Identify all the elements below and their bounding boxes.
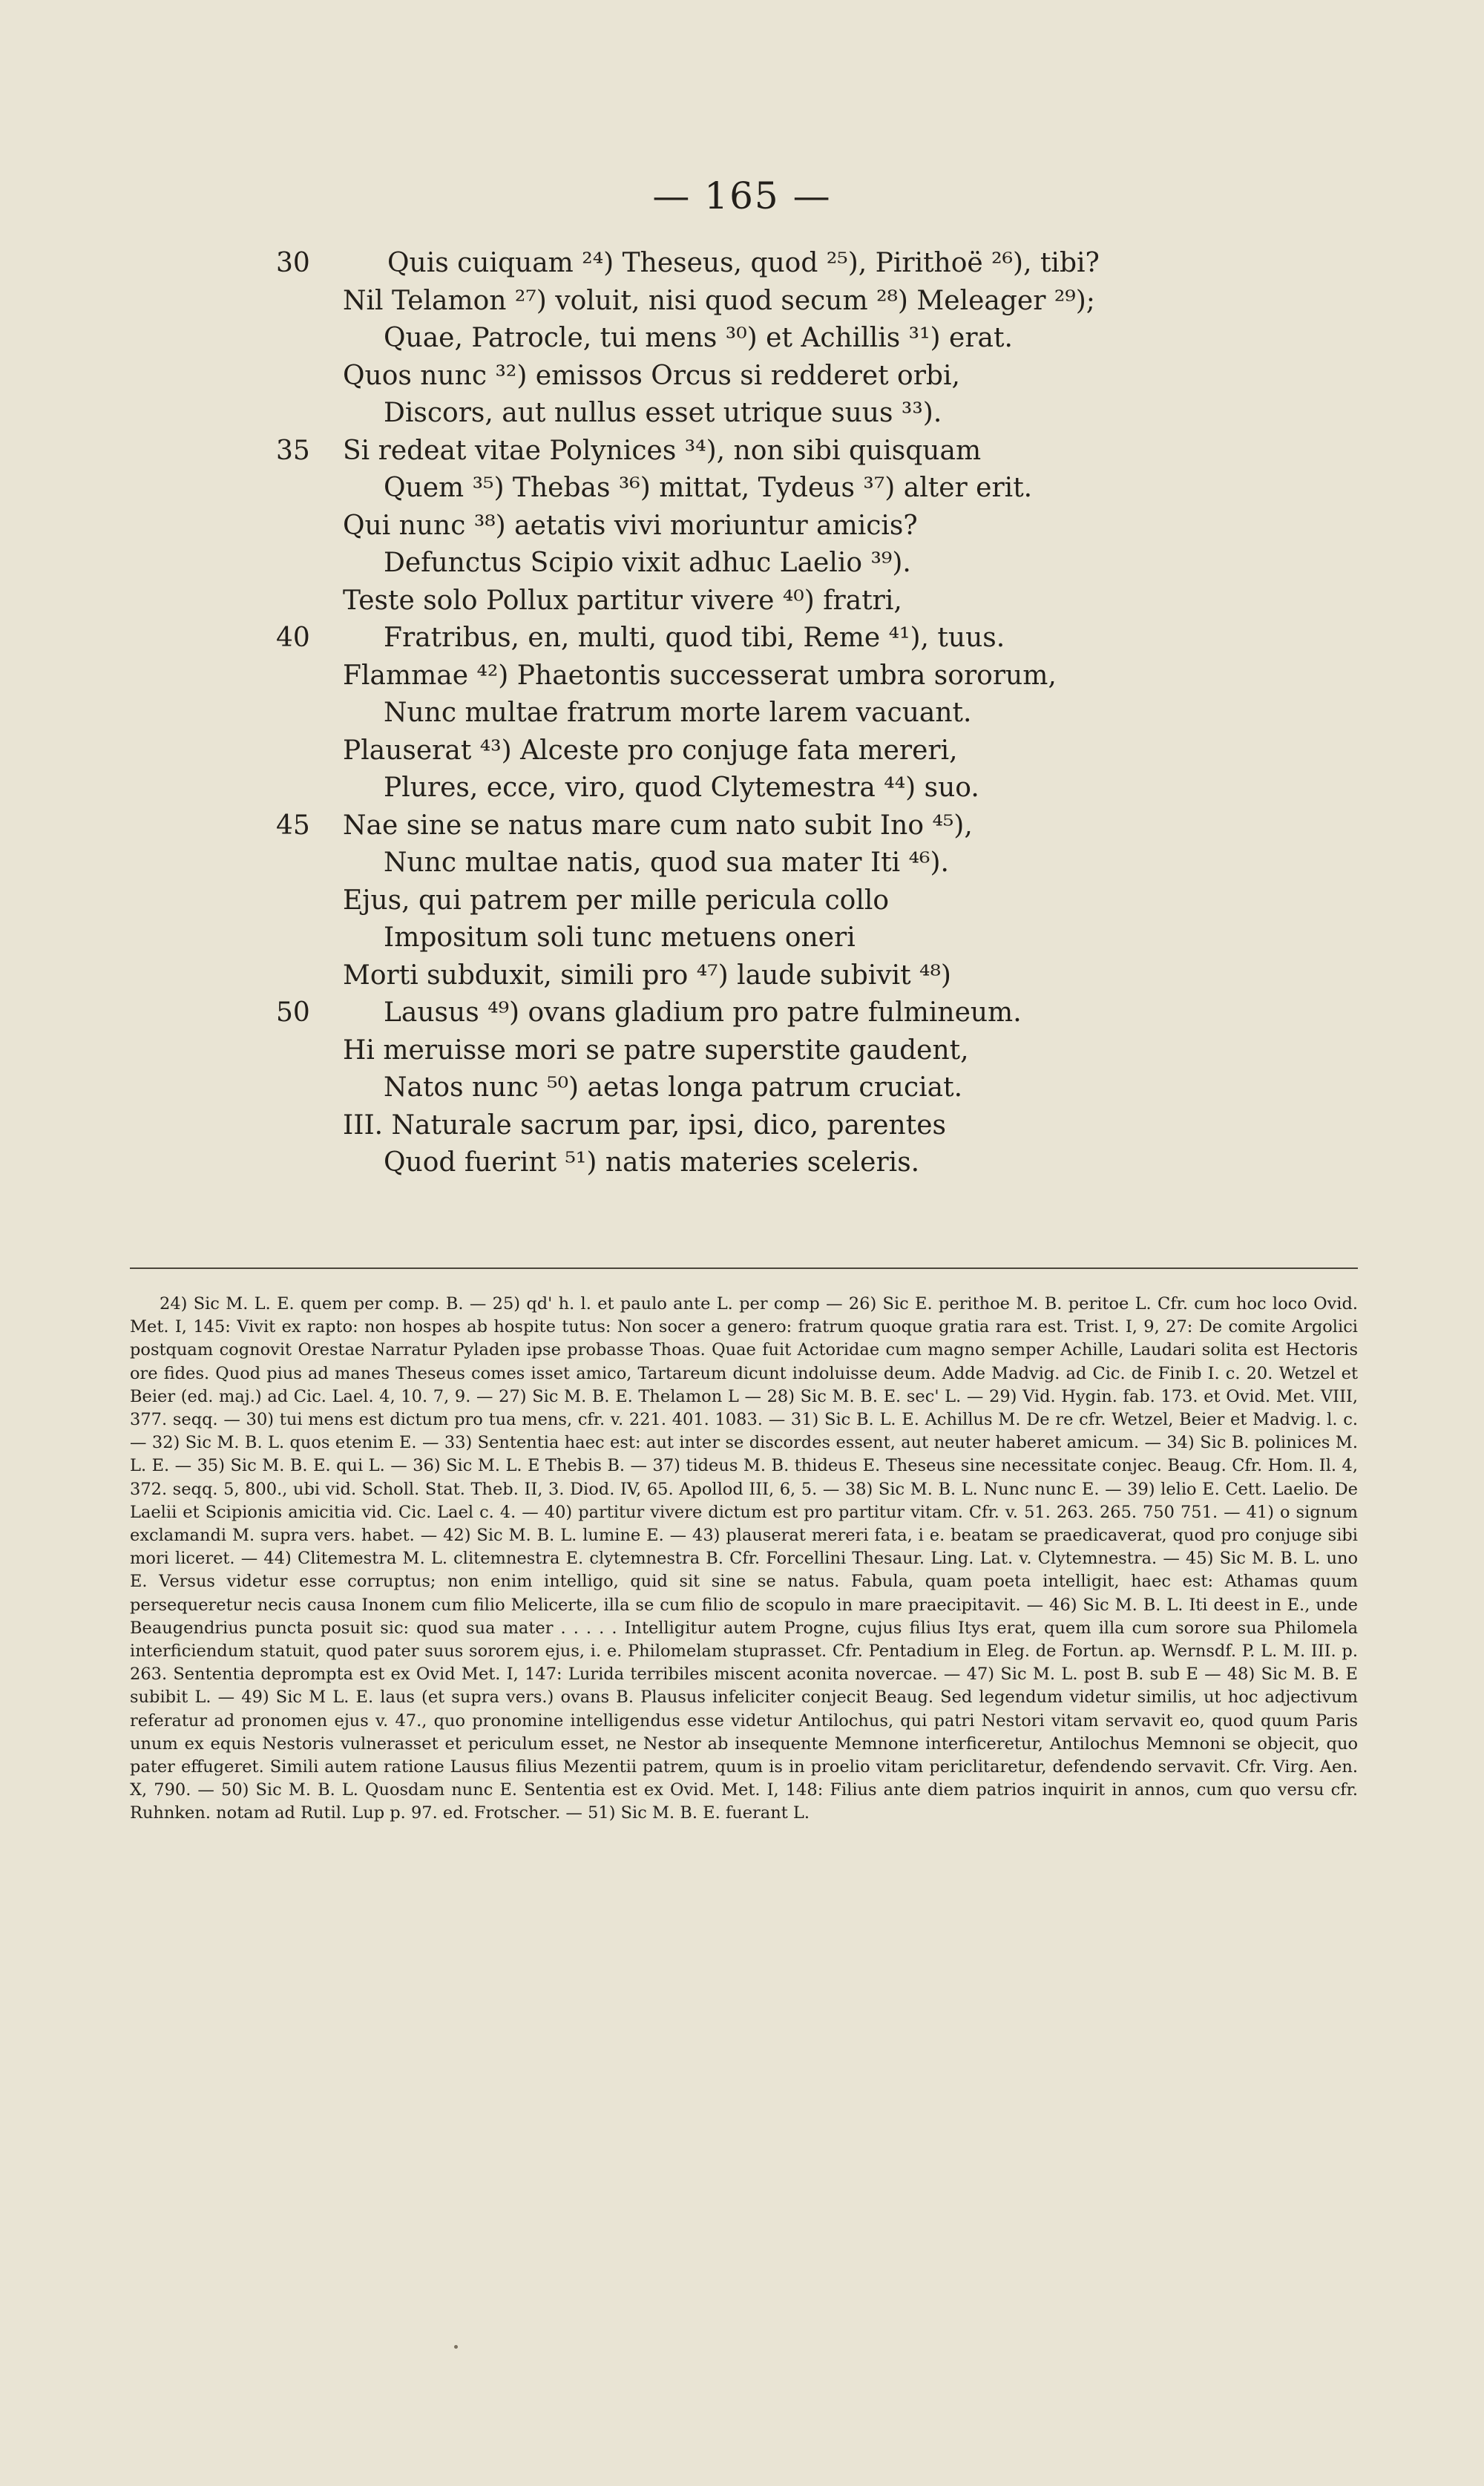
verse-text: Qui nunc ³⁸) aetatis vivi moriuntur amicis? [343, 510, 918, 541]
verse-line [0, 770, 1484, 807]
verse-text: Si redeat vitae Polynices ³⁴), non sibi quisquam [343, 435, 982, 466]
footnotes: 24) Sic M. L. E. quem per comp. B. — 25) qd' h. l. et paulo ante L. per comp — 26) Sic E. perithoe M. B. peritoe L. Cfr. cum hoc loco Ovid. Met. I, 145: Vivit ex rapto: non hospes ab hospite tutus: Non socer a genero: fratrum quoque gratia rara est. Trist. I, 9, 27: De comite Argolici postquam cognovit Orestae Narratur Pyladen ipse probasse Thoas. Quae fuit Actoridae cum magno semper Achille, Laudari solita est Hectoris ore fides. Quod pius ad manes Theseus comes isset amico, Tartareum dicunt indoluisse deum. Adde Madvig. ad Cic. de Finib I. c. 20. Wetzel et Beier (ed. maj.) ad Cic. Lael. 4, 10. 7, 9. — 27) Sic M. B. E. Thelamon L — 28) Sic M. B. E. sec' L. — 29) Vid. Hygin. fab. 173. et Ovid. Met. VIII, 377. seqq. — 30) tui mens est dictum pro tua mens, cfr. v. 221. 401. 1083. — 31) Sic B. L. E. Achillus M. De re cfr. Wetzel, Beier et Madvig. l. c. — 32) Sic M. B. L. quos etenim E. — 33) Sententia haec est: aut inter se discordes essent, aut neuter haberet amicum. — 34) Sic B. polinices M. L. E. — 35) Sic M. B. E. qui L. — 36) Sic M. L. E Thebis B. — 37) tideus M. B. thideus E. Theseus sine necessitate conjec. Beaug. Cfr. Hom. Il. 4, 372. seqq. 5, 800., ubi vid. Scholl. Stat. Theb. II, 3. Diod. IV, 65. Apollod III, 6, 5. — 38) Sic M. B. L. Nunc nunc E. — 39) lelio E. Cett. Laelio. De Laelii et Scipionis amicitia vid. Cic. Lael c. 4. — 40) partitur vivere dictum est pro partitur vitam. Cfr. v. 51. 263. 265. 750 751. — 41) o signum exclamandi M. supra vers. habet. — 42) Sic M. B. L. lumine E. — 43) plauserat mereri fata, i e. beatam se praedicaverat, quod pro conjuge sibi mori liceret. — 44) Clitemestra M. L. clitemnestra E. clytemnestra B. Cfr. Forcellini Thesaur. Ling. Lat. v. Clytemnestra. — 45) Sic M. B. L. uno E. Versus videtur esse corruptus; non enim intelligo, quid sit sine se natus. Fabula, quam poeta intelligit, haec est: Athamas quum persequeretur necis causa Inonem cum filio Melicerte, illa se cum filio de scopulo in mare praecipitavit. — 46) Sic M. B. L. Iti deest in E., unde Beaugendrius puncta posuit sic: quod sua mater . . . . . Intelligitur autem Progne, cujus filius Itys erat, quem illa cum sorore sua Philomela interficiendum statuit, quod pater suus sororem ejus, i. e. Philomelam stuprasset. Cfr. Pentadium in Eleg. de Fortun. ap. Wernsdf. P. L. M. III. p. 263. Sententia deprompta est ex Ovid Met. I, 147: Lurida terribiles miscent aconita novercae. — 47) Sic M. L. post B. sub E — 48) Sic M. B. E subibit L. — 49) Sic M L. E. laus (et supra vers.) ovans B. Plausus infeliciter conjecit Beaug. Sed legendum videtur similis, ut hoc adjectivum referatur ad pronomen ejus v. 47., quo pronomine intelligendus esse videtur Antilochus, qui patri Nestori vitam servavit eo, quod quum Paris unum ex equis Nestoris vulnerasset et periculum esset, ne Nestor ab insequente Memnone interficeretur, Antilochus Memnoni se objecit, quo pater effugeret. Simili autem ratione Lausus filius Mezentii patrem, quum is in proelio vitam periclitaretur, defendendo servavit. Cfr. Virg. Aen. X, 790. — 50) Sic M. B. L. Quosdam nunc E. Sententia est ex Ovid. Met. I, 148: Filius ante diem patrios inquirit in annos, cum quo versu cfr. Ruhnken. notam ad Rutil. Lup p. 97. ed. Frotscher. — 51) Sic M. B. E. fuerant L. [130, 1294, 1358, 1823]
verse-line [0, 395, 1484, 433]
verse-line [0, 470, 1484, 508]
verse-text: Morti subduxit, simili pro ⁴⁷) laude subivit ⁴⁸) [343, 960, 951, 991]
verse-text: Nunc multae fratrum morte larem vacuant. [384, 698, 972, 728]
verse-text: Quis cuiquam ²⁴) Theseus, quod ²⁵), Pirithoë ²⁶), tibi? [387, 248, 1100, 278]
verse-text: Plauserat ⁴³) Alceste pro conjuge fata mereri, [343, 735, 958, 766]
verse-text: Nil Telamon ²⁷) voluit, nisi quod secum ²⁸) Meleager ²⁹); [343, 285, 1095, 316]
verse-line [0, 358, 1484, 396]
verse-text: Impositum soli tunc metuens oneri [384, 922, 856, 953]
verse-line [0, 882, 1484, 920]
verse-line [0, 844, 1484, 882]
verse-block [0, 245, 1484, 1182]
verse-line [0, 583, 1484, 620]
ink-dot [454, 2345, 458, 2349]
verse-line [0, 508, 1484, 545]
line-number: 50 [276, 997, 310, 1028]
verse-line [0, 433, 1484, 470]
verse-line [0, 657, 1484, 695]
verse-text: Fratribus, en, multi, quod tibi, Reme ⁴¹), tuus. [384, 623, 1005, 653]
verse-line [0, 283, 1484, 321]
verse-text: Nae sine se natus mare cum nato subit Ino ⁴⁵), [343, 810, 973, 841]
line-number: 30 [276, 248, 310, 278]
verse-line [0, 1144, 1484, 1182]
page-number: — 165 — [652, 174, 832, 217]
verse-line [0, 919, 1484, 957]
verse-text: Lausus ⁴⁹) ovans gladium pro patre fulmineum. [384, 997, 1022, 1028]
verse-text: Quem ³⁵) Thebas ³⁶) mittat, Tydeus ³⁷) alter erit. [384, 473, 1033, 503]
verse-text: Hi meruisse mori se patre superstite gaudent, [343, 1034, 969, 1066]
verse-text: Ejus, qui patrem per mille pericula collo [343, 885, 890, 916]
verse-text: Plures, ecce, viro, quod Clytemestra ⁴⁴) suo. [384, 773, 979, 803]
line-number: 40 [276, 623, 310, 653]
verse-text: Quod fuerint ⁵¹) natis materies sceleris. [384, 1147, 920, 1178]
verse-text: Flammae ⁴²) Phaetontis successerat umbra sororum, [343, 660, 1057, 691]
verse-line [0, 245, 1484, 283]
verse-line [0, 732, 1484, 770]
verse-text: Teste solo Pollux partitur vivere ⁴⁰) fratri, [343, 585, 902, 616]
verse-line [0, 1069, 1484, 1107]
line-number: 45 [276, 810, 310, 841]
verse-line [0, 1107, 1484, 1145]
verse-text: Quae, Patrocle, tui mens ³⁰) et Achillis ³¹) erat. [384, 323, 1013, 353]
verse-line [0, 545, 1484, 583]
verse-line [0, 957, 1484, 995]
verse-line [0, 320, 1484, 358]
verse-text: III. Naturale sacrum par, ipsi, dico, parentes [343, 1109, 946, 1141]
verse-text: Natos nunc ⁵⁰) aetas longa patrum cruciat. [384, 1072, 963, 1103]
verse-line [0, 1032, 1484, 1070]
verse-line [0, 807, 1484, 845]
verse-line [0, 695, 1484, 732]
verse-line [0, 620, 1484, 657]
verse-line [0, 994, 1484, 1032]
verse-text: Quos nunc ³²) emissos Orcus si redderet orbi, [343, 360, 960, 391]
verse-text: Nunc multae natis, quod sua mater Iti ⁴⁶). [384, 847, 949, 878]
footnote-divider [130, 1267, 1358, 1269]
verse-text: Defunctus Scipio vixit adhuc Laelio ³⁹). [384, 548, 911, 578]
line-number: 35 [276, 435, 310, 466]
verse-text: Discors, aut nullus esset utrique suus ³³). [384, 398, 942, 428]
